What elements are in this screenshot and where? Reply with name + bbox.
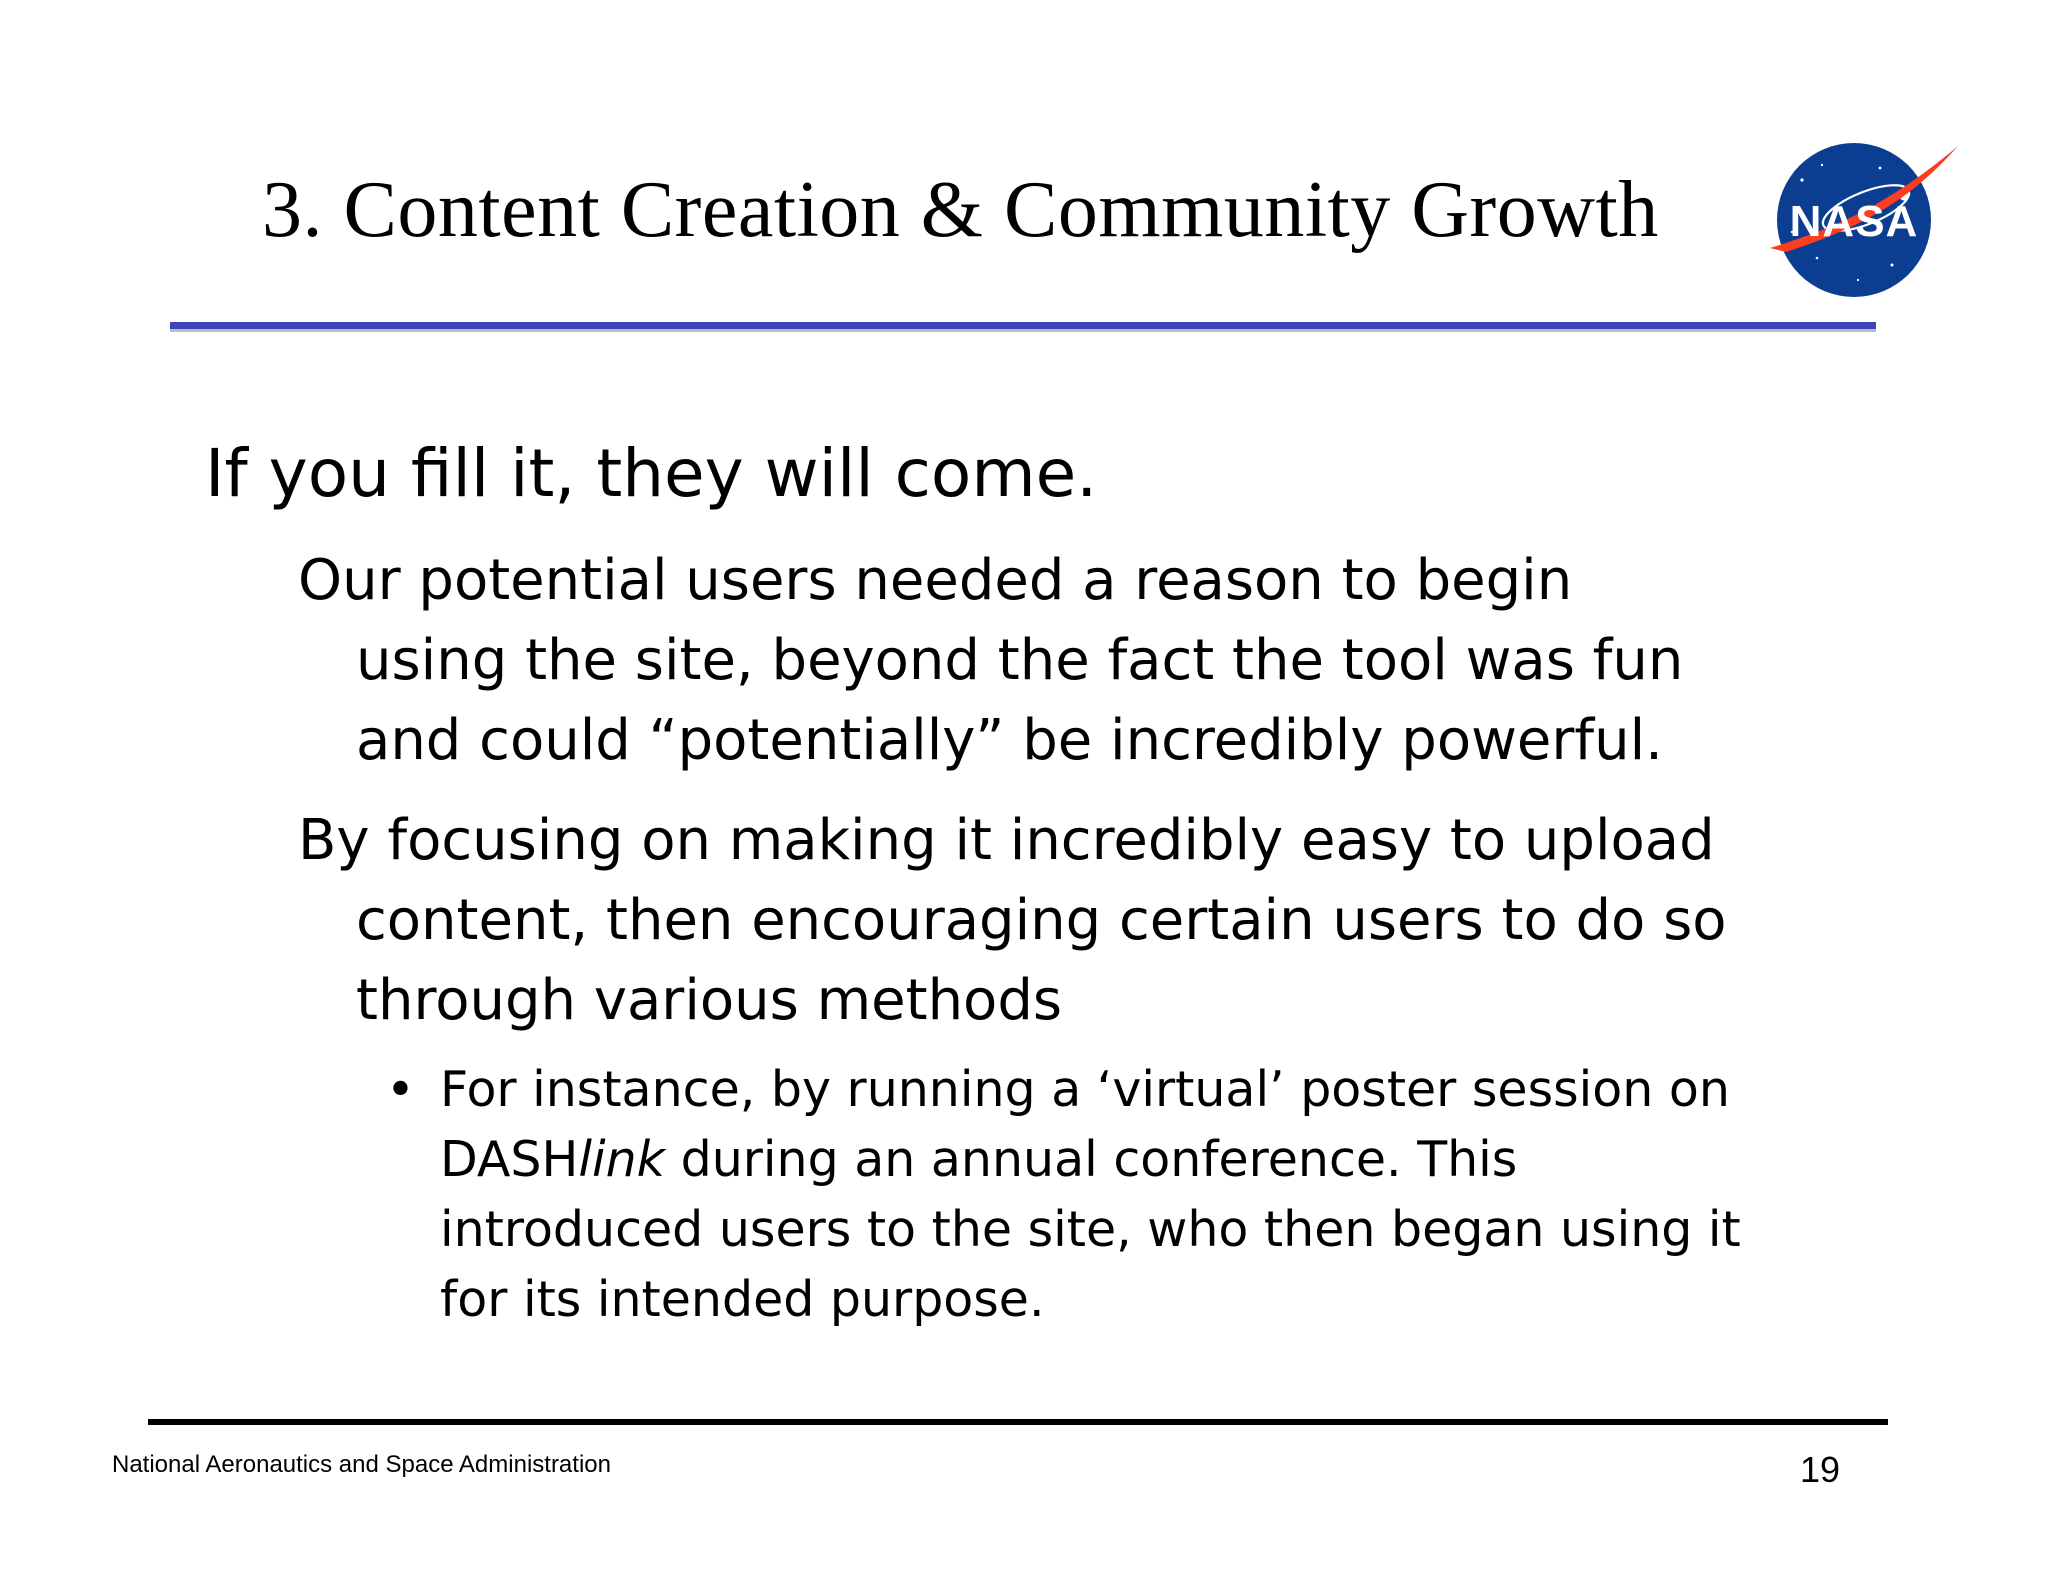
footer-rule [148,1419,1888,1425]
bullet-line: for its intended purpose. [440,1271,1045,1328]
bullet-line: introduced users to the site, who then began using it [440,1201,1741,1258]
paragraph-line: and could “potentially” be incredibly powerful. [356,708,1663,773]
paragraph-line: content, then encouraging certain users to do so [356,888,1727,953]
bullet-line: For instance, by running a ‘virtual’ poster session on [440,1061,1730,1118]
nasa-logo-text: NASA [1789,197,1919,246]
link-italic-text: link [578,1131,666,1188]
paragraph-line: Our potential users needed a reason to begin [298,548,1573,613]
paragraph-line: using the site, beyond the fact the tool was fun [356,628,1684,693]
title-rule [170,322,1876,329]
paragraph-focus [298,801,1938,1041]
bullet-line [440,1125,1741,1195]
paragraph-reason [298,541,1938,781]
bullet-marker: • [386,1061,415,1118]
slide-title: 3. Content Creation & Community Growth [262,166,1659,254]
slide-heading: If you fill it, they will come. [205,435,1098,512]
footer-agency: National Aeronautics and Space Administration [112,1451,611,1478]
bullet-text [440,1055,1741,1335]
page-number: 19 [1800,1449,1841,1490]
bullet-line-rest: during an annual conference. This [665,1131,1518,1188]
title-rule-shadow [170,329,1876,332]
paragraph-line: through various methods [356,968,1063,1033]
dash-text: DASH [440,1131,579,1188]
paragraph-line: By focusing on making it incredibly easy to upload [298,808,1715,873]
nasa-logo-icon [1762,140,1962,300]
